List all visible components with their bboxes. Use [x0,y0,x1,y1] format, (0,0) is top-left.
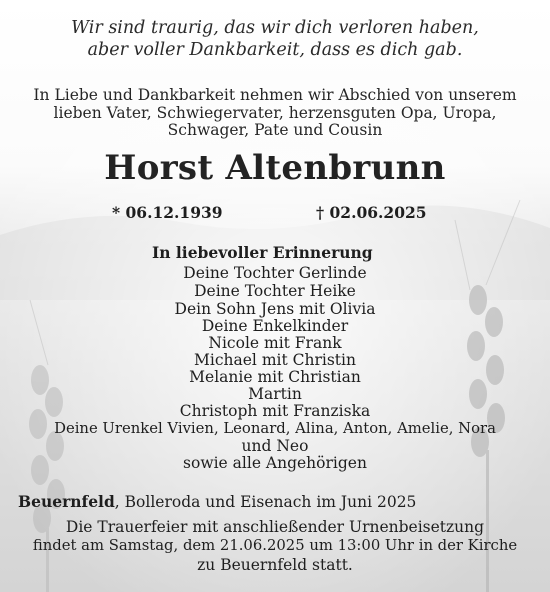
deceased-name: Horst Altenbrunn [104,148,446,188]
death-date: † 02.06.2025 [316,203,427,222]
mourner-line: sowie alle Angehörigen [183,454,367,472]
mourner-line: Dein Sohn Jens mit Olivia [174,300,376,318]
place-rest: , Bolleroda und Eisenach im Juni 2025 [114,493,417,511]
mourner-line: Deine Urenkel Vivien, Leonard, Alina, Anton, Amelie, Nora [54,420,496,437]
mourner-line: Michael mit Christin [194,351,356,369]
motto-line-2: aber voller Dankbarkeit, dass es dich gab. [87,40,463,60]
mourner-line: Melanie mit Christian [189,368,361,386]
intro-line-2: lieben Vater, Schwiegervater, herzensguten Opa, Uropa, [53,104,497,122]
mourner-line: Deine Enkelkinder [201,317,349,335]
mourners-heading: In liebevoller Erinnerung [152,243,373,262]
mourner-line: Christoph mit Franziska [179,402,371,420]
place-town: Beuernfeld [18,492,115,511]
funeral-info-line-3: zu Beuernfeld statt. [197,556,353,574]
birth-date: * 06.12.1939 [112,203,223,222]
mourner-line: Deine Tochter Heike [194,282,356,300]
mourner-line: Deine Tochter Gerlinde [183,264,367,282]
mourner-line: Martin [248,385,302,403]
motto-line-1: Wir sind traurig, das wir dich verloren haben, [71,18,479,38]
funeral-info-line-2: findet am Samstag, dem 21.06.2025 um 13:00 Uhr in der Kirche [32,537,518,554]
funeral-info-line-1: Die Trauerfeier mit anschließender Urnenbeisetzung [65,518,485,536]
intro-line-1: In Liebe und Dankbarkeit nehmen wir Abschied von unserem [33,86,517,104]
place-and-date [18,492,416,511]
intro-line-3: Schwager, Pate und Cousin [167,121,383,139]
mourner-line: und Neo [241,437,309,455]
mourner-line: Nicole mit Frank [208,334,342,352]
